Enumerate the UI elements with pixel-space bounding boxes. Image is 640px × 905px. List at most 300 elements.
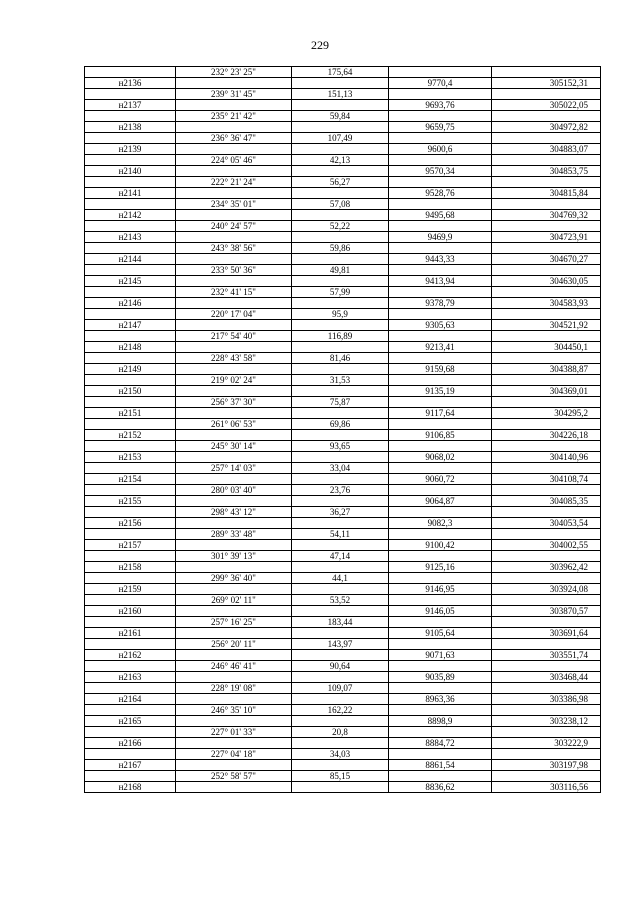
x-coordinate-cell: [389, 485, 492, 496]
distance-cell: 69,86: [292, 419, 389, 430]
y-coordinate-cell: [492, 353, 601, 364]
x-coordinate-cell: 9146,95: [389, 584, 492, 595]
table-row: [85, 133, 601, 144]
point-cell: н2149: [85, 364, 176, 375]
y-coordinate-cell: [492, 265, 601, 276]
distance-cell: [292, 276, 389, 287]
x-coordinate-cell: 9495,68: [389, 210, 492, 221]
y-coordinate-cell: 303238,12: [492, 716, 601, 727]
distance-cell: [292, 430, 389, 441]
distance-cell: [292, 782, 389, 793]
x-coordinate-cell: 9570,34: [389, 166, 492, 177]
table-row: [85, 166, 601, 177]
table-row: [85, 738, 601, 749]
distance-cell: 52,22: [292, 221, 389, 232]
point-cell: [85, 309, 176, 320]
table-row: [85, 177, 601, 188]
x-coordinate-cell: [389, 331, 492, 342]
x-coordinate-cell: [389, 221, 492, 232]
table-row: [85, 364, 601, 375]
table-row: [85, 584, 601, 595]
table-row: [85, 507, 601, 518]
y-coordinate-cell: 304583,93: [492, 298, 601, 309]
distance-cell: 47,14: [292, 551, 389, 562]
table-row: [85, 67, 601, 78]
y-coordinate-cell: 303551,74: [492, 650, 601, 661]
x-coordinate-cell: [389, 155, 492, 166]
table-row: [85, 452, 601, 463]
y-coordinate-cell: [492, 177, 601, 188]
distance-cell: 23,76: [292, 485, 389, 496]
distance-cell: [292, 496, 389, 507]
angle-cell: 227° 04' 18": [176, 749, 292, 760]
x-coordinate-cell: 9213,41: [389, 342, 492, 353]
x-coordinate-cell: 9600,6: [389, 144, 492, 155]
y-coordinate-cell: [492, 441, 601, 452]
angle-cell: 219° 02' 24": [176, 375, 292, 386]
distance-cell: [292, 452, 389, 463]
point-cell: н2165: [85, 716, 176, 727]
table-row: [85, 419, 601, 430]
table-row: [85, 705, 601, 716]
angle-cell: [176, 518, 292, 529]
point-cell: [85, 331, 176, 342]
x-coordinate-cell: 8884,72: [389, 738, 492, 749]
y-coordinate-cell: [492, 727, 601, 738]
distance-cell: 56,27: [292, 177, 389, 188]
distance-cell: 34,03: [292, 749, 389, 760]
distance-cell: 183,44: [292, 617, 389, 628]
y-coordinate-cell: [492, 287, 601, 298]
distance-cell: [292, 672, 389, 683]
angle-cell: [176, 144, 292, 155]
y-coordinate-cell: 304226,18: [492, 430, 601, 441]
x-coordinate-cell: [389, 111, 492, 122]
distance-cell: 162,22: [292, 705, 389, 716]
point-cell: н2155: [85, 496, 176, 507]
distance-cell: [292, 100, 389, 111]
point-cell: н2137: [85, 100, 176, 111]
table-row: [85, 221, 601, 232]
y-coordinate-cell: [492, 155, 601, 166]
y-coordinate-cell: [492, 419, 601, 430]
point-cell: [85, 397, 176, 408]
distance-cell: [292, 408, 389, 419]
distance-cell: 54,11: [292, 529, 389, 540]
distance-cell: 90,64: [292, 661, 389, 672]
distance-cell: 36,27: [292, 507, 389, 518]
y-coordinate-cell: [492, 595, 601, 606]
point-cell: н2153: [85, 452, 176, 463]
table-row: [85, 100, 601, 111]
y-coordinate-cell: [492, 573, 601, 584]
y-coordinate-cell: 303222,9: [492, 738, 601, 749]
x-coordinate-cell: [389, 67, 492, 78]
point-cell: н2163: [85, 672, 176, 683]
distance-cell: [292, 144, 389, 155]
angle-cell: [176, 584, 292, 595]
angle-cell: 240° 24' 57": [176, 221, 292, 232]
x-coordinate-cell: [389, 617, 492, 628]
y-coordinate-cell: 303962,42: [492, 562, 601, 573]
x-coordinate-cell: [389, 89, 492, 100]
distance-cell: 49,81: [292, 265, 389, 276]
y-coordinate-cell: [492, 67, 601, 78]
point-cell: н2158: [85, 562, 176, 573]
angle-cell: [176, 188, 292, 199]
x-coordinate-cell: 9305,63: [389, 320, 492, 331]
table-row: [85, 309, 601, 320]
table-row: [85, 397, 601, 408]
x-coordinate-cell: [389, 705, 492, 716]
angle-cell: [176, 166, 292, 177]
point-cell: [85, 463, 176, 474]
angle-cell: 245° 30' 14": [176, 441, 292, 452]
angle-cell: [176, 232, 292, 243]
table-row: [85, 749, 601, 760]
point-cell: [85, 111, 176, 122]
distance-cell: [292, 364, 389, 375]
point-cell: н2148: [85, 342, 176, 353]
distance-cell: 143,97: [292, 639, 389, 650]
angle-cell: [176, 628, 292, 639]
table-row: [85, 122, 601, 133]
y-coordinate-cell: [492, 89, 601, 100]
angle-cell: 280° 03' 40": [176, 485, 292, 496]
distance-cell: [292, 562, 389, 573]
x-coordinate-cell: [389, 661, 492, 672]
table-row: [85, 562, 601, 573]
x-coordinate-cell: 8861,54: [389, 760, 492, 771]
distance-cell: [292, 474, 389, 485]
y-coordinate-cell: 304002,55: [492, 540, 601, 551]
x-coordinate-cell: 9378,79: [389, 298, 492, 309]
x-coordinate-cell: 9159,68: [389, 364, 492, 375]
angle-cell: 234° 35' 01": [176, 199, 292, 210]
distance-cell: 81,46: [292, 353, 389, 364]
angle-cell: 232° 23' 25": [176, 67, 292, 78]
angle-cell: [176, 210, 292, 221]
angle-cell: [176, 100, 292, 111]
distance-cell: [292, 584, 389, 595]
table-row: [85, 661, 601, 672]
y-coordinate-cell: 303197,98: [492, 760, 601, 771]
distance-cell: 59,84: [292, 111, 389, 122]
point-cell: [85, 727, 176, 738]
y-coordinate-cell: 303870,57: [492, 606, 601, 617]
angle-cell: 228° 43' 58": [176, 353, 292, 364]
point-cell: [85, 441, 176, 452]
y-coordinate-cell: [492, 243, 601, 254]
x-coordinate-cell: 9071,63: [389, 650, 492, 661]
y-coordinate-cell: [492, 551, 601, 562]
x-coordinate-cell: 9117,64: [389, 408, 492, 419]
angle-cell: 224° 05' 46": [176, 155, 292, 166]
point-cell: н2161: [85, 628, 176, 639]
distance-cell: [292, 298, 389, 309]
x-coordinate-cell: 9105,64: [389, 628, 492, 639]
angle-cell: 233° 50' 36": [176, 265, 292, 276]
x-coordinate-cell: 8836,62: [389, 782, 492, 793]
point-cell: н2147: [85, 320, 176, 331]
table-row: [85, 639, 601, 650]
point-cell: [85, 287, 176, 298]
y-coordinate-cell: 304369,01: [492, 386, 601, 397]
angle-cell: [176, 474, 292, 485]
x-coordinate-cell: 9060,72: [389, 474, 492, 485]
y-coordinate-cell: 304883,07: [492, 144, 601, 155]
table-row: [85, 529, 601, 540]
distance-cell: 57,99: [292, 287, 389, 298]
angle-cell: [176, 782, 292, 793]
y-coordinate-cell: 303924,08: [492, 584, 601, 595]
y-coordinate-cell: 304630,05: [492, 276, 601, 287]
point-cell: [85, 595, 176, 606]
distance-cell: 31,53: [292, 375, 389, 386]
angle-cell: 227° 01' 33": [176, 727, 292, 738]
x-coordinate-cell: [389, 199, 492, 210]
distance-cell: [292, 122, 389, 133]
distance-cell: 53,52: [292, 595, 389, 606]
x-coordinate-cell: [389, 287, 492, 298]
point-cell: [85, 485, 176, 496]
distance-cell: [292, 320, 389, 331]
distance-cell: [292, 650, 389, 661]
x-coordinate-cell: [389, 133, 492, 144]
distance-cell: [292, 606, 389, 617]
distance-cell: [292, 760, 389, 771]
angle-cell: [176, 606, 292, 617]
y-coordinate-cell: [492, 529, 601, 540]
y-coordinate-cell: 304053,54: [492, 518, 601, 529]
angle-cell: 289° 33' 48": [176, 529, 292, 540]
x-coordinate-cell: 9770,4: [389, 78, 492, 89]
point-cell: н2140: [85, 166, 176, 177]
x-coordinate-cell: [389, 507, 492, 518]
x-coordinate-cell: [389, 265, 492, 276]
point-cell: н2146: [85, 298, 176, 309]
coordinates-table-body: [85, 67, 601, 793]
table-row: [85, 617, 601, 628]
distance-cell: 42,13: [292, 155, 389, 166]
distance-cell: 151,13: [292, 89, 389, 100]
table-row: [85, 111, 601, 122]
y-coordinate-cell: 305022,05: [492, 100, 601, 111]
table-row: [85, 210, 601, 221]
point-cell: [85, 551, 176, 562]
table-row: [85, 375, 601, 386]
point-cell: [85, 67, 176, 78]
y-coordinate-cell: [492, 639, 601, 650]
x-coordinate-cell: [389, 749, 492, 760]
table-row: [85, 485, 601, 496]
table-row: [85, 89, 601, 100]
angle-cell: [176, 122, 292, 133]
y-coordinate-cell: [492, 463, 601, 474]
x-coordinate-cell: 9443,33: [389, 254, 492, 265]
distance-cell: 107,49: [292, 133, 389, 144]
point-cell: н2164: [85, 694, 176, 705]
angle-cell: 236° 36' 47": [176, 133, 292, 144]
y-coordinate-cell: 304450,1: [492, 342, 601, 353]
y-coordinate-cell: [492, 331, 601, 342]
point-cell: [85, 155, 176, 166]
distance-cell: [292, 78, 389, 89]
y-coordinate-cell: 303468,44: [492, 672, 601, 683]
table-row: [85, 551, 601, 562]
y-coordinate-cell: 304140,96: [492, 452, 601, 463]
y-coordinate-cell: 304853,75: [492, 166, 601, 177]
y-coordinate-cell: 304108,74: [492, 474, 601, 485]
angle-cell: [176, 716, 292, 727]
x-coordinate-cell: [389, 309, 492, 320]
x-coordinate-cell: 9106,85: [389, 430, 492, 441]
angle-cell: 217° 54' 40": [176, 331, 292, 342]
angle-cell: 256° 20' 11": [176, 639, 292, 650]
table-row: [85, 155, 601, 166]
x-coordinate-cell: 9659,75: [389, 122, 492, 133]
angle-cell: [176, 496, 292, 507]
x-coordinate-cell: [389, 771, 492, 782]
distance-cell: 95,9: [292, 309, 389, 320]
x-coordinate-cell: 9082,3: [389, 518, 492, 529]
table-row: [85, 760, 601, 771]
point-cell: н2156: [85, 518, 176, 529]
angle-cell: 246° 35' 10": [176, 705, 292, 716]
distance-cell: 175,64: [292, 67, 389, 78]
distance-cell: [292, 210, 389, 221]
distance-cell: 44,1: [292, 573, 389, 584]
table-row: [85, 144, 601, 155]
x-coordinate-cell: 9528,76: [389, 188, 492, 199]
table-row: [85, 386, 601, 397]
point-cell: [85, 639, 176, 650]
table-row: [85, 78, 601, 89]
point-cell: [85, 749, 176, 760]
point-cell: н2139: [85, 144, 176, 155]
point-cell: [85, 177, 176, 188]
distance-cell: 20,8: [292, 727, 389, 738]
angle-cell: [176, 738, 292, 749]
point-cell: [85, 419, 176, 430]
y-coordinate-cell: [492, 221, 601, 232]
point-cell: [85, 705, 176, 716]
y-coordinate-cell: [492, 111, 601, 122]
angle-cell: 269° 02' 11": [176, 595, 292, 606]
distance-cell: [292, 386, 389, 397]
y-coordinate-cell: 303691,64: [492, 628, 601, 639]
point-cell: [85, 375, 176, 386]
angle-cell: [176, 320, 292, 331]
table-row: [85, 408, 601, 419]
angle-cell: 299° 36' 40": [176, 573, 292, 584]
x-coordinate-cell: [389, 243, 492, 254]
angle-cell: [176, 298, 292, 309]
table-row: [85, 441, 601, 452]
x-coordinate-cell: 9100,42: [389, 540, 492, 551]
point-cell: [85, 133, 176, 144]
y-coordinate-cell: [492, 661, 601, 672]
table-row: [85, 694, 601, 705]
table-row: [85, 430, 601, 441]
angle-cell: [176, 452, 292, 463]
y-coordinate-cell: [492, 199, 601, 210]
table-row: [85, 331, 601, 342]
point-cell: [85, 89, 176, 100]
point-cell: [85, 221, 176, 232]
table-row: [85, 199, 601, 210]
angle-cell: 257° 14' 03": [176, 463, 292, 474]
distance-cell: [292, 188, 389, 199]
distance-cell: 75,87: [292, 397, 389, 408]
point-cell: [85, 353, 176, 364]
x-coordinate-cell: [389, 595, 492, 606]
point-cell: [85, 265, 176, 276]
point-cell: н2145: [85, 276, 176, 287]
point-cell: н2151: [85, 408, 176, 419]
angle-cell: 246° 46' 41": [176, 661, 292, 672]
point-cell: н2144: [85, 254, 176, 265]
point-cell: [85, 243, 176, 254]
angle-cell: 298° 43' 12": [176, 507, 292, 518]
x-coordinate-cell: [389, 463, 492, 474]
y-coordinate-cell: [492, 133, 601, 144]
distance-cell: [292, 540, 389, 551]
table-row: [85, 188, 601, 199]
angle-cell: 261° 06' 53": [176, 419, 292, 430]
point-cell: н2141: [85, 188, 176, 199]
table-row: [85, 287, 601, 298]
y-coordinate-cell: 304769,32: [492, 210, 601, 221]
angle-cell: 228° 19' 08": [176, 683, 292, 694]
y-coordinate-cell: 303116,56: [492, 782, 601, 793]
distance-cell: 33,04: [292, 463, 389, 474]
angle-cell: [176, 342, 292, 353]
y-coordinate-cell: 303386,98: [492, 694, 601, 705]
x-coordinate-cell: 9135,19: [389, 386, 492, 397]
x-coordinate-cell: 8898,9: [389, 716, 492, 727]
table-row: [85, 606, 601, 617]
point-cell: [85, 771, 176, 782]
x-coordinate-cell: 9035,89: [389, 672, 492, 683]
x-coordinate-cell: [389, 177, 492, 188]
y-coordinate-cell: 304815,84: [492, 188, 601, 199]
table-row: [85, 243, 601, 254]
x-coordinate-cell: [389, 727, 492, 738]
table-row: [85, 496, 601, 507]
x-coordinate-cell: 9068,02: [389, 452, 492, 463]
y-coordinate-cell: [492, 771, 601, 782]
y-coordinate-cell: 304670,27: [492, 254, 601, 265]
angle-cell: [176, 386, 292, 397]
point-cell: [85, 529, 176, 540]
point-cell: н2168: [85, 782, 176, 793]
table-row: [85, 518, 601, 529]
distance-cell: 59,86: [292, 243, 389, 254]
point-cell: н2159: [85, 584, 176, 595]
distance-cell: 109,07: [292, 683, 389, 694]
distance-cell: 57,08: [292, 199, 389, 210]
table-row: [85, 342, 601, 353]
distance-cell: 116,89: [292, 331, 389, 342]
distance-cell: [292, 738, 389, 749]
table-row: [85, 716, 601, 727]
x-coordinate-cell: 8963,36: [389, 694, 492, 705]
coordinates-table: [84, 66, 601, 793]
distance-cell: [292, 232, 389, 243]
x-coordinate-cell: [389, 441, 492, 452]
table-row: [85, 540, 601, 551]
